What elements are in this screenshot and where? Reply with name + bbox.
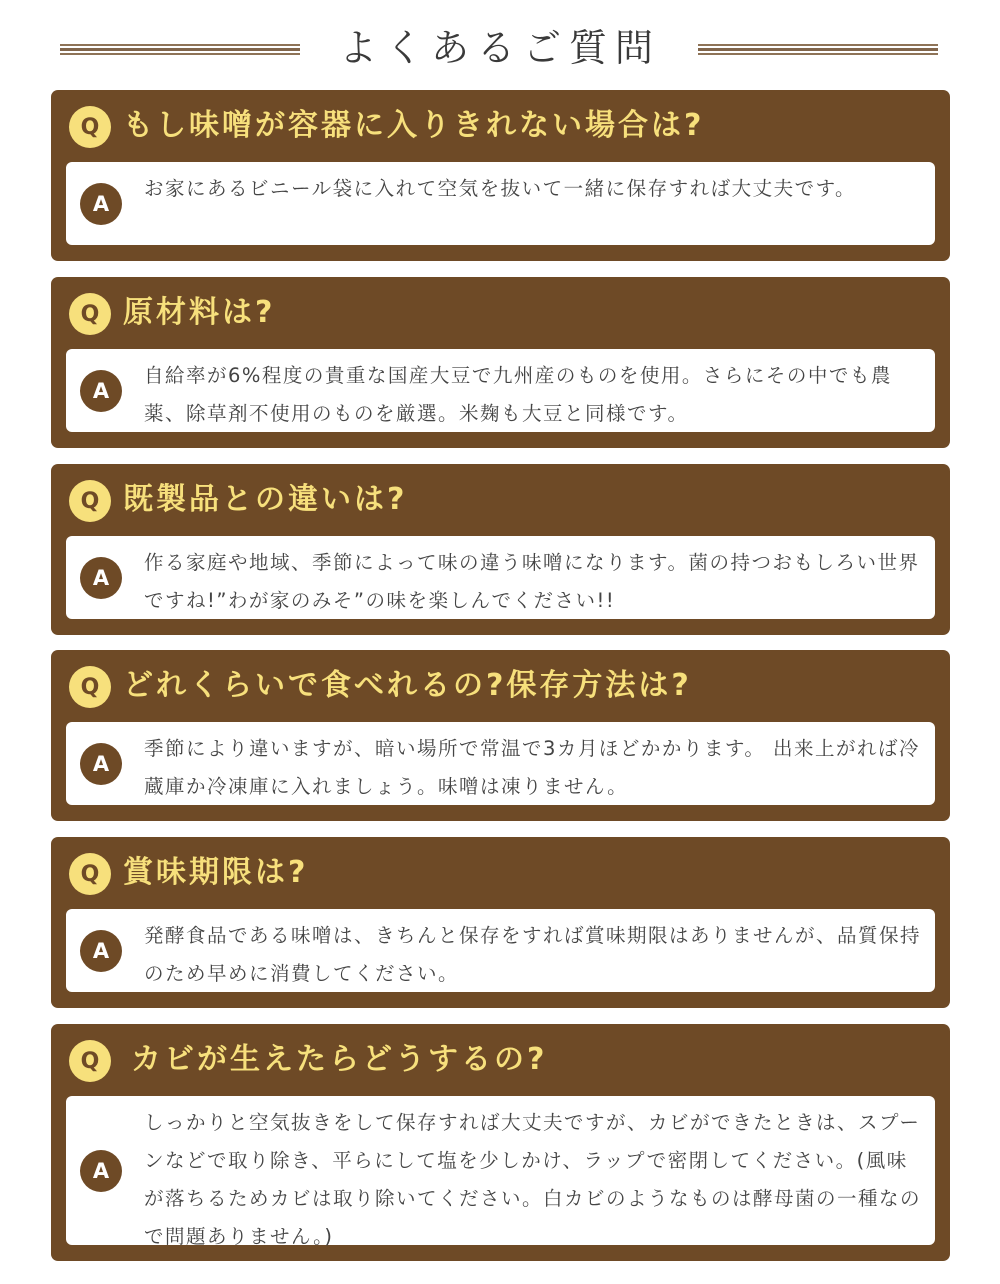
answer-text: 自給率が6%程度の貴重な国産大豆で九州産のものを使用。さらにその中でも農薬、除草剤不使用のものを厳選。米麹も大豆と同様です。 — [144, 364, 892, 425]
page-title: よくあるご質問 — [338, 26, 661, 70]
question-badge: Q — [69, 293, 111, 335]
faq-item-4 — [51, 650, 950, 821]
answer-card — [66, 536, 935, 619]
faq-item-1 — [51, 90, 950, 261]
faq-item-2 — [51, 277, 950, 448]
answer-text: 発酵食品である味噌は、きちんと保存をすれば賞味期限はありませんが、品質保持のため早めに消費してください。 — [144, 924, 922, 985]
faq-item-3 — [51, 464, 950, 635]
question-row — [51, 464, 950, 534]
question-text: 原材料は? — [123, 295, 276, 330]
answer-badge: A — [80, 183, 122, 225]
answer-card — [66, 162, 935, 245]
answer-badge: A — [80, 1150, 122, 1192]
question-text: どれくらいで食べれるの?保存方法は? — [123, 668, 692, 703]
question-row — [51, 277, 950, 347]
answer-card — [66, 909, 935, 992]
answer-text: 作る家庭や地域、季節によって味の違う味噌になります。菌の持つおもしろい世界ですね!”わが家のみそ”の味を楽しんでください!! — [144, 551, 920, 612]
answer-badge: A — [80, 370, 122, 412]
question-badge: Q — [69, 106, 111, 148]
answer-badge: A — [80, 743, 122, 785]
answer-badge: A — [80, 557, 122, 599]
faq-header — [0, 16, 1000, 80]
question-badge: Q — [69, 480, 111, 522]
question-badge: Q — [69, 853, 111, 895]
question-row — [51, 837, 950, 907]
answer-text: しっかりと空気抜きをして保存すれば大丈夫ですが、カビができたときは、スプーンなどで取り除き、平らにして塩を少しかけ、ラップで密閉してください。(風味が落ちるためカビは取り除いてください。白カビのようなものは酵母菌の一種なので問題ありません。) — [144, 1111, 922, 1248]
question-text: カビが生えたらどうするの? — [131, 1042, 548, 1077]
question-badge: Q — [69, 1040, 111, 1082]
question-text: 賞味期限は? — [123, 855, 309, 890]
question-row — [51, 1024, 950, 1094]
answer-card — [66, 722, 935, 805]
answer-badge: A — [80, 930, 122, 972]
header-decoration-right — [698, 42, 938, 56]
question-text: 既製品との違いは? — [123, 482, 408, 517]
question-badge: Q — [69, 666, 111, 708]
question-row — [51, 90, 950, 160]
answer-card — [66, 349, 935, 432]
faq-item-6 — [51, 1024, 950, 1261]
faq-item-5 — [51, 837, 950, 1008]
question-row — [51, 650, 950, 720]
answer-card — [66, 1096, 935, 1248]
answer-text: お家にあるビニール袋に入れて空気を抜いて一緒に保存すれば大丈夫です。 — [144, 177, 857, 200]
answer-text: 季節により違いますが、暗い場所で常温で3カ月ほどかかります。 出来上がれば冷蔵庫か冷凍庫に入れましょう。味噌は凍りません。 — [144, 737, 921, 798]
question-text: もし味噌が容器に入りきれない場合は? — [123, 108, 705, 143]
